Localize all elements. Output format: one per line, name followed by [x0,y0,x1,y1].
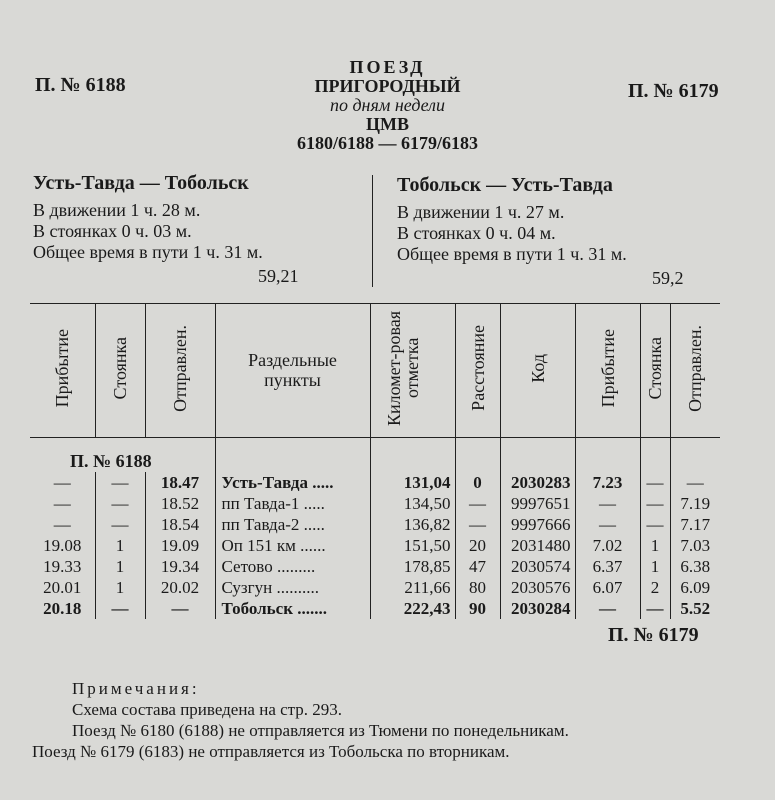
table-cell: 7.02 [575,535,640,556]
table-cell: 131,04 [370,472,455,493]
right-stops: В стоянках 0 ч. 04 м. [397,223,556,243]
table-cell: 6.37 [575,556,640,577]
table-cell: 7.19 [670,493,720,514]
table-cell: 211,66 [370,577,455,598]
table-cell: — [95,598,145,619]
table-row [30,556,720,577]
table-cell: — [640,493,670,514]
table-cell: 2030574 [500,556,575,577]
table-cell: 2 [640,577,670,598]
right-moving: В движении 1 ч. 27 м. [397,202,565,222]
table-cell: 2030576 [500,577,575,598]
divider [372,175,373,287]
table-cell: 1 [640,535,670,556]
table-cell: 20.02 [145,577,215,598]
table-cell: 19.08 [43,536,82,555]
left-route: Усть-Тавда — Тобольск [33,172,249,194]
column-header [670,304,720,438]
table-cell: 1 [640,556,670,577]
table-cell: 178,85 [370,556,455,577]
column-header [215,304,370,438]
table-cell: — [53,494,71,513]
table-row [30,514,720,535]
right-route: Тобольск — Усть-Тавда [397,174,613,196]
table-cell: 19.33 [43,557,82,576]
column-header [500,304,575,438]
table-cell: 1 [95,577,145,598]
table-row [30,535,720,556]
column-header [640,304,670,438]
schedule-table [30,303,720,619]
table-cell: — [640,514,670,535]
table-cell: 9997666 [500,514,575,535]
table-cell: 18.54 [145,514,215,535]
column-header-label: Код [527,353,548,383]
column-header-label: Отправлен. [170,324,190,412]
section-right-label: П. № 6179 [608,624,699,646]
table-row [30,598,720,619]
table-cell: 20.01 [43,578,82,597]
table-cell: — [455,493,500,514]
table-cell: 6.09 [670,577,720,598]
left-train-number: П. № 6188 [35,74,126,96]
table-cell: 5.52 [670,598,720,619]
left-total: Общее время в пути 1 ч. 31 м. [33,242,263,262]
column-header [455,304,500,438]
numbers-line: 6180/6188 — 6179/6183 [296,133,478,153]
days-line: по дням недели [329,95,446,115]
column-header-label: Стоянка [110,336,130,400]
column-header [30,304,95,438]
table-cell: 2030283 [500,472,575,493]
table-cell: 18.52 [145,493,215,514]
left-stops: В стоянках 0 ч. 03 м. [33,221,192,241]
table-row [30,472,720,493]
table-cell: 7.23 [575,472,640,493]
table-cell: 20 [455,535,500,556]
table-cell: 1 [95,535,145,556]
table-cell: 151,50 [370,535,455,556]
column-header [95,304,145,438]
table-cell: 7.17 [670,514,720,535]
table-cell: — [670,472,720,493]
column-header-label: Стоянка [645,336,665,400]
right-speed: 59,2 [652,268,684,288]
column-header-label: Километ-ровая отметка [383,310,422,426]
table-cell: — [640,472,670,493]
column-header-label: Отправлен. [685,324,706,412]
table-cell: 20.18 [43,599,82,618]
title-line1: ПОЕЗД [349,57,426,77]
column-header-label: Раздельные пункты [248,350,337,390]
table-cell: 6.38 [670,556,720,577]
right-total: Общее время в пути 1 ч. 31 м. [397,244,627,264]
note-2: Поезд № 6180 (6188) не отправляется из Тюмени по понедельникам. [72,721,569,740]
table-cell: Тобольск ....... [215,598,370,619]
table-cell: — [575,598,640,619]
table-cell: — [95,472,145,493]
left-speed: 59,21 [258,266,299,286]
table-cell: 2031480 [500,535,575,556]
column-header-label: Прибытие [52,328,73,408]
table-row [30,577,720,598]
table-cell: пп Тавда-2 ..... [215,514,370,535]
table-cell: Сетово ......... [215,556,370,577]
table-cell: — [575,493,640,514]
table-cell: 19.09 [145,535,215,556]
table-cell: пп Тавда-1 ..... [215,493,370,514]
notes-title: Примечания: [72,679,200,698]
table-cell: 9997651 [500,493,575,514]
column-header-label: Расстояние [467,325,488,411]
table-cell: — [640,598,670,619]
note-3: Поезд № 6179 (6183) не отправляется из Тобольска по вторникам. [32,742,510,761]
table-row [30,493,720,514]
table-cell: 7.03 [670,535,720,556]
table-cell: 134,50 [370,493,455,514]
title-line2: ПРИГОРОДНЫЙ [314,76,461,96]
table-cell: — [53,515,71,534]
left-moving: В движении 1 ч. 28 м. [33,200,201,220]
table-cell: — [145,598,215,619]
table-cell: 1 [95,556,145,577]
note-1: Схема состава приведена на стр. 293. [72,700,343,719]
right-train-number: П. № 6179 [628,80,719,102]
table-cell: — [95,514,145,535]
column-header [145,304,215,438]
table-cell: — [575,514,640,535]
table-cell: 0 [455,472,500,493]
train-header [0,58,775,153]
right-summary [397,174,684,289]
table-cell: 136,82 [370,514,455,535]
notes [32,678,569,762]
table-cell: Сузгун .......... [215,577,370,598]
left-summary [33,172,299,287]
table-cell: 2030284 [500,598,575,619]
table-cell: 90 [455,598,500,619]
table-cell: Усть-Тавда ..... [215,472,370,493]
table-cell: 6.07 [575,577,640,598]
column-header [575,304,640,438]
table-cell: — [455,514,500,535]
table-cell: — [53,473,71,492]
column-header-label: Прибытие [597,328,618,408]
column-header [370,304,455,438]
table-cell: — [95,493,145,514]
table-cell: Оп 151 км ...... [215,535,370,556]
table-cell: 80 [455,577,500,598]
table-cell: 222,43 [370,598,455,619]
table-cell: 47 [455,556,500,577]
table-cell: 18.47 [145,472,215,493]
section-left-label: П. № 6188 [70,451,152,471]
type-line: ЦМВ [366,114,409,134]
table-cell: 19.34 [145,556,215,577]
